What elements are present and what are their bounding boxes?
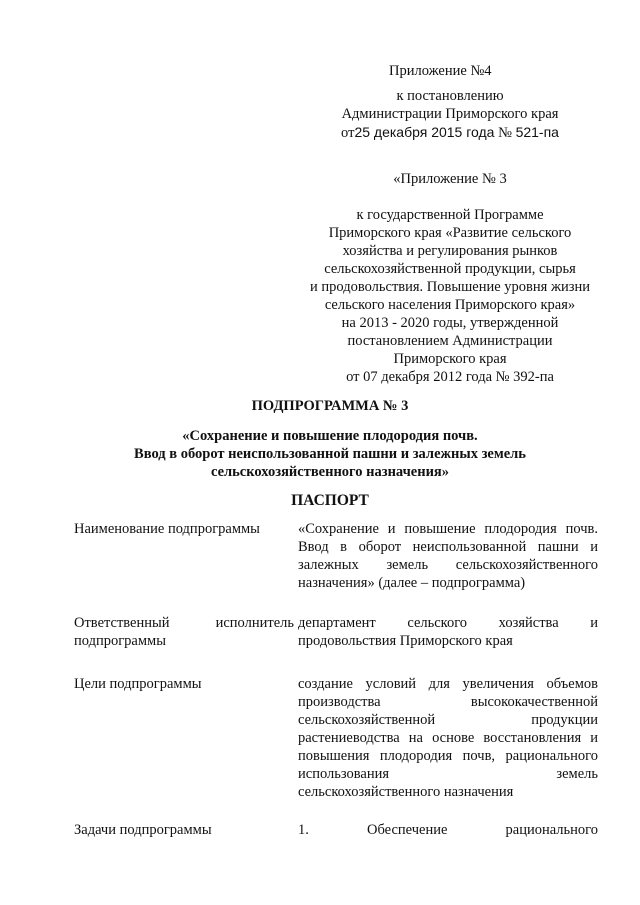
subprogram-title xyxy=(60,427,600,481)
row-label: Наименование подпрограммы xyxy=(74,521,260,537)
row-value-line: создание условий для увеличения объемов xyxy=(298,676,598,692)
row-value-line: повышения плодородия почв, рационального xyxy=(298,748,598,764)
number-value: 521-па xyxy=(515,124,559,140)
row-label: Задачи подпрограммы xyxy=(74,822,212,838)
appendix-4-line: к постановлению xyxy=(396,88,504,104)
appendix-4-block xyxy=(290,87,610,142)
row-value-line: производства высококачественной xyxy=(298,694,598,710)
appendix-3-line: Приморского края xyxy=(393,351,507,367)
appendix-3-line: сельского населения Приморского края» xyxy=(324,297,576,313)
row-value-line: сельскохозяйственного назначения xyxy=(298,784,514,800)
appendix-3-line: сельскохозяйственной продукции, сырья xyxy=(324,261,576,277)
appendix-3-line xyxy=(290,188,610,206)
appendix-3-line: и продовольствия. Повышение уровня жизни xyxy=(310,279,590,295)
date-value: 25 декабря 2015 года xyxy=(354,124,495,140)
row-value xyxy=(298,821,598,839)
row-label: Ответственный исполнитель подпрограммы xyxy=(74,615,294,649)
row-value xyxy=(298,614,598,650)
appendix-4-title: Приложение №4 xyxy=(389,63,492,79)
row-value-line: растениеводства на основе восстановления и xyxy=(298,730,598,746)
appendix-3-line: «Приложение № 3 xyxy=(393,171,507,187)
row-value xyxy=(298,520,598,592)
row-label: Цели подпрограммы xyxy=(74,676,202,692)
row-value xyxy=(298,675,598,801)
row-value-line: сельскохозяйственной продукции xyxy=(298,712,598,728)
appendix-3-line: к государственной Программе xyxy=(356,207,544,223)
appendix-3-line: на 2013 - 2020 годы, утвержденной xyxy=(341,315,559,331)
subprogram-title-line: сельскохозяйственного назначения» xyxy=(210,464,450,480)
appendix-4-line: Администрации Приморского края xyxy=(341,106,559,122)
appendix-4-date-line xyxy=(290,123,610,142)
row-value-line: назначения» (далее – подпрограмма) xyxy=(298,575,526,591)
appendix-3-block xyxy=(290,170,610,386)
row-value-line: Ввод в оборот неиспользованной пашни и xyxy=(298,539,598,555)
row-value-line: продовольствия Приморского края xyxy=(298,633,513,649)
subprogram-title-line: «Сохранение и повышение плодородия почв. xyxy=(182,428,478,444)
appendix-3-line: постановлением Администрации xyxy=(347,333,553,349)
row-value-line: «Сохранение и повышение плодородия почв. xyxy=(298,521,598,537)
row-value-line: использования земель xyxy=(298,766,598,782)
passport-heading: ПАСПОРТ xyxy=(291,492,369,509)
row-value-line: департамент сельского хозяйства и xyxy=(298,615,598,631)
appendix-3-line: от 07 декабря 2012 года № 392-па xyxy=(346,369,554,385)
subprogram-title-line: Ввод в оборот неиспользованной пашни и залежных земель xyxy=(134,446,526,462)
date-prefix: от xyxy=(341,125,355,141)
appendix-3-line: хозяйства и регулирования рынков xyxy=(342,243,558,259)
number-prefix: № xyxy=(498,125,512,141)
appendix-3-line: Приморского края «Развитие сельского xyxy=(328,225,572,241)
row-value-line: 1. Обеспечение рационального xyxy=(298,822,598,838)
row-value-line: залежных земель сельскохозяйственного xyxy=(298,557,598,573)
subprogram-heading: ПОДПРОГРАММА № 3 xyxy=(251,398,409,414)
